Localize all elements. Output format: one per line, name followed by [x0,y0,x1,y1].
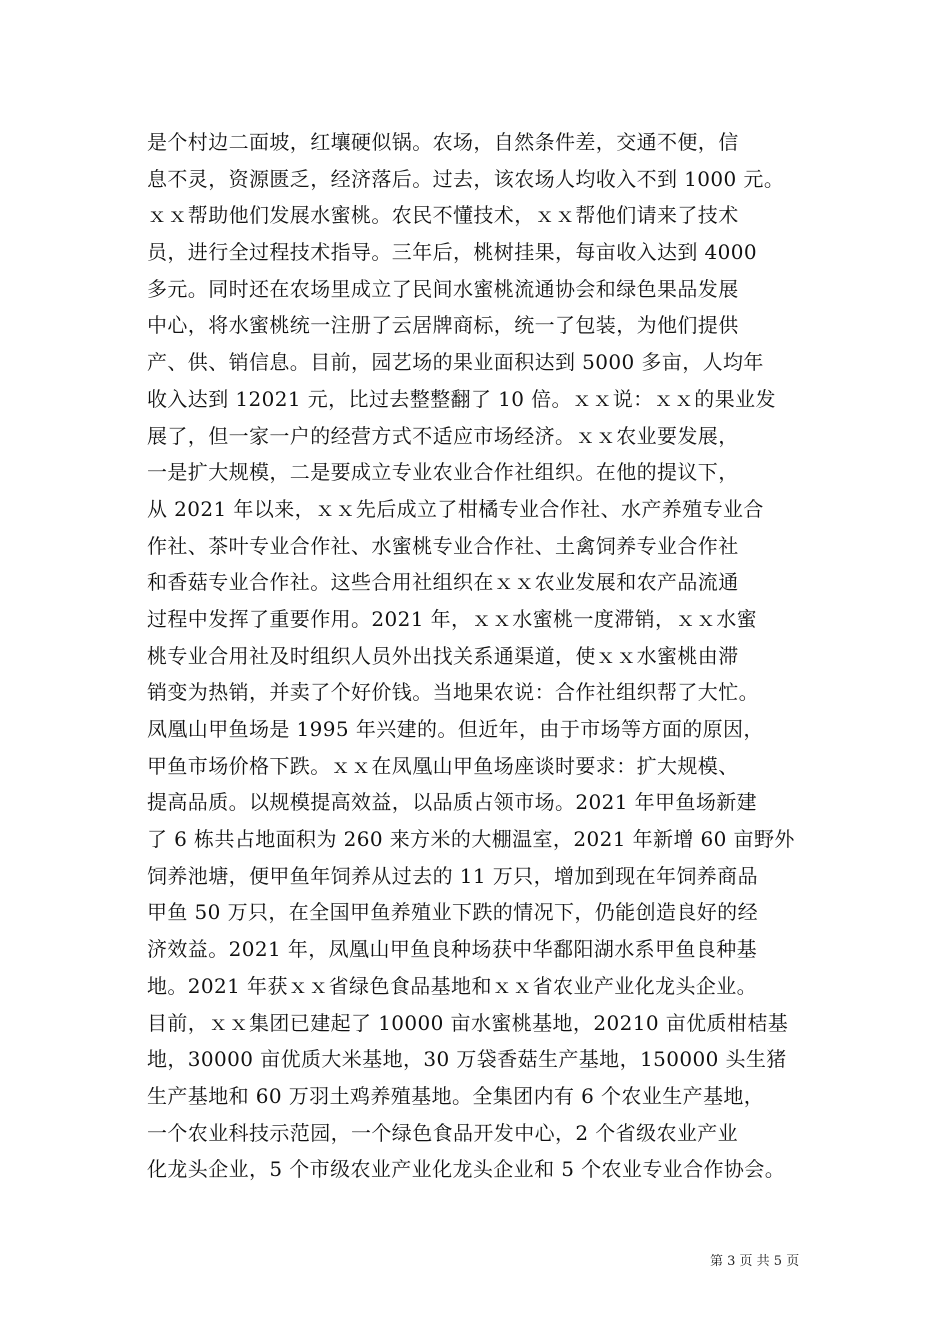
body-text [147,124,827,1188]
text-line: 生产基地和 60 万羽土鸡养殖基地。全集团内有 6 个农业生产基地， [147,1083,765,1108]
text-line: 员，进行全过程技术指导。三年后，桃树挂果，每亩收入达到 4000 [147,240,758,265]
text-line: 和香菇专业合作社。这些合用社组织在ｘｘ农业发展和农产品流通 [147,570,739,595]
text-line: 过程中发挥了重要作用。2021 年，ｘｘ水蜜桃一度滞销，ｘｘ水蜜 [147,606,758,631]
text-line: 从 2021 年以来，ｘｘ先后成立了柑橘专业合作社、水产养殖专业合 [147,496,764,521]
text-line: 作社、茶叶专业合作社、水蜜桃专业合作社、土禽饲养专业合作社 [147,533,739,558]
text-line: 甲鱼 50 万只，在全国甲鱼养殖业下跌的情况下，仍能创造良好的经 [147,900,758,925]
text-line: 是个村边二面坡，红壤硬似锅。农场，自然条件差，交通不便，信 [147,130,739,154]
text-line: 地，30000 亩优质大米基地，30 万袋香菇生产基地，150000 头生猪 [147,1047,787,1072]
text-line: 展了，但一家一户的经营方式不适应市场经济。ｘｘ农业要发展， [147,423,739,448]
text-line: 销变为热销，并卖了个好价钱。当地果农说：合作社组织帮了大忙。 [147,680,759,705]
text-line: 甲鱼市场价格下跌。ｘｘ在凤凰山甲鱼场座谈时要求：扩大规模、 [147,753,739,778]
text-line: ｘｘ帮助他们发展水蜜桃。农民不懂技术，ｘｘ帮他们请来了技术 [147,203,739,228]
text-line: 产、供、销信息。目前，园艺场的果业面积达到 5000 多亩，人均年 [147,350,764,375]
text-line: 桃专业合用社及时组织人员外出找关系通渠道，使ｘｘ水蜜桃由滞 [147,643,739,668]
text-line: 一是扩大规模，二是要成立专业农业合作社组织。在他的提议下， [147,460,739,485]
text-line: 息不灵，资源匮乏，经济落后。过去，该农场人均收入不到 1000 元。 [147,166,785,191]
text-line: 凤凰山甲鱼场是 1995 年兴建的。但近年，由于市场等方面的原因， [147,717,764,741]
text-line: 济效益。2021 年，凤凰山甲鱼良种场获中华鄱阳湖水系甲鱼良种基 [147,937,758,962]
text-line: 多元。同时还在农场里成立了民间水蜜桃流通协会和绿色果品发展 [147,276,739,301]
text-line: 目前，ｘｘ集团已建起了 10000 亩水蜜桃基地，20210 亩优质柑桔基 [147,1010,789,1035]
page-number: 第 3 页 共 5 页 [710,1254,800,1269]
text-line: 饲养池塘，便甲鱼年饲养从过去的 11 万只，增加到现在年饲养商品 [147,863,758,888]
text-line: 收入达到 12021 元，比过去整整翻了 10 倍。ｘｘ说：ｘｘ的果业发 [147,386,776,411]
text-line: 中心，将水蜜桃统一注册了云居牌商标，统一了包装，为他们提供 [147,313,739,338]
text-line: 了 6 栋共占地面积为 260 来方米的大棚温室，2021 年新增 60 亩野外 [147,827,795,852]
text-line: 化龙头企业，5 个市级农业产业化龙头企业和 5 个农业专业合作协会。 [147,1157,786,1182]
text-line: 地。2021 年获ｘｘ省绿色食品基地和ｘｘ省农业产业化龙头企业。 [147,973,758,998]
text-line: 一个农业科技示范园，一个绿色食品开发中心，2 个省级农业产业 [147,1120,739,1145]
text-line: 提高品质。以规模提高效益，以品质占领市场。2021 年甲鱼场新建 [147,790,758,815]
